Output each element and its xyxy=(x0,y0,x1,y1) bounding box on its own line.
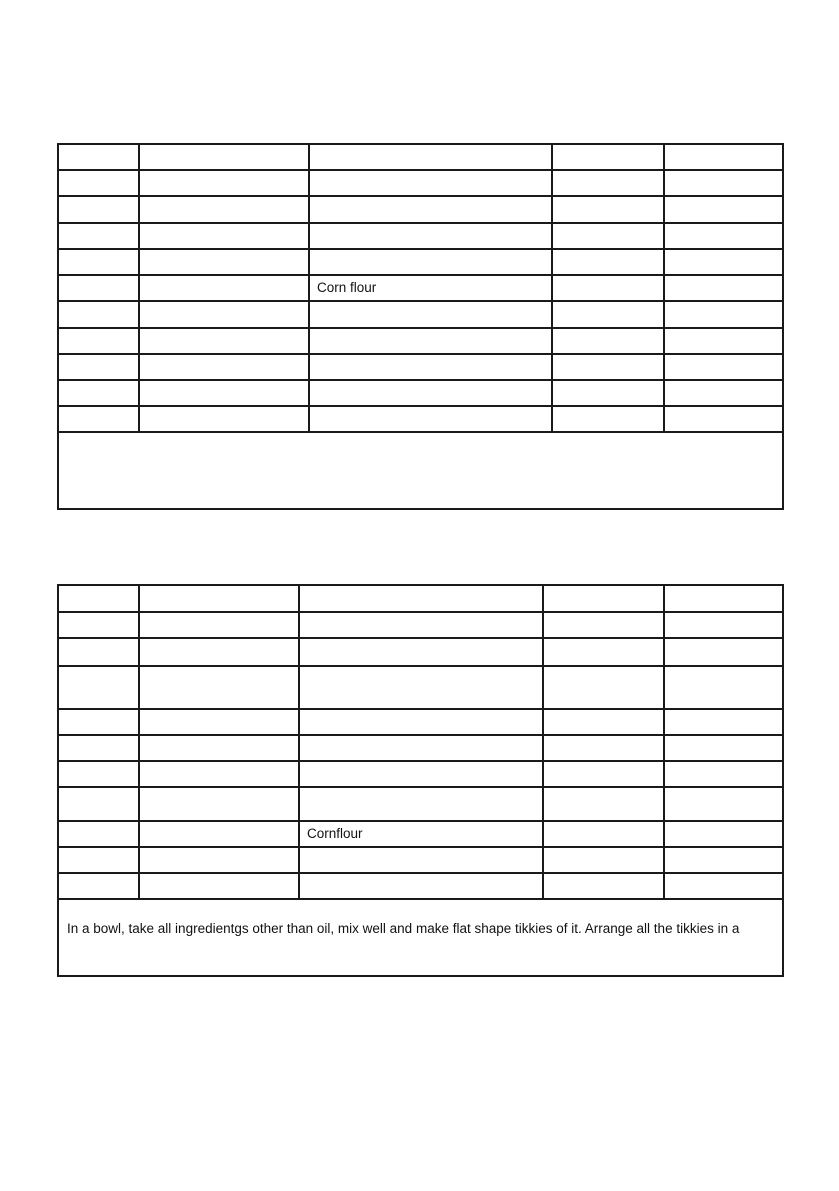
table-cell xyxy=(139,249,309,275)
table-row xyxy=(58,709,783,735)
table-cell xyxy=(552,406,664,432)
table-cell xyxy=(552,196,664,223)
table-row xyxy=(58,223,783,249)
table-cell xyxy=(543,709,664,735)
table-cell xyxy=(139,821,299,847)
table-cell xyxy=(552,170,664,196)
table-cell xyxy=(58,301,139,328)
table-cell xyxy=(58,328,139,354)
table-cell xyxy=(58,873,139,899)
table-cell xyxy=(664,612,783,638)
table-cell xyxy=(58,735,139,761)
table-cell xyxy=(664,328,783,354)
table-row xyxy=(58,249,783,275)
table-cell xyxy=(58,196,139,223)
table-cell xyxy=(309,170,552,196)
table-cell xyxy=(139,275,309,301)
table-cell xyxy=(139,666,299,709)
table-cell xyxy=(664,735,783,761)
table-cell xyxy=(309,301,552,328)
method-row xyxy=(58,899,783,976)
table-cell xyxy=(58,223,139,249)
table-cell xyxy=(543,821,664,847)
table-cell xyxy=(139,354,309,380)
table-cell xyxy=(139,144,309,170)
table-cell xyxy=(543,787,664,821)
table-cell xyxy=(664,638,783,666)
table-cell xyxy=(664,761,783,787)
table-row xyxy=(58,612,783,638)
table-cell xyxy=(543,761,664,787)
table-row xyxy=(58,275,783,301)
table-cell xyxy=(309,196,552,223)
table-cell xyxy=(58,761,139,787)
table-cell xyxy=(664,585,783,612)
table-cell xyxy=(58,170,139,196)
table-cell xyxy=(543,638,664,666)
table-cell xyxy=(664,170,783,196)
table-cell xyxy=(58,585,139,612)
table-cell xyxy=(309,223,552,249)
table-row xyxy=(58,585,783,612)
table-cell xyxy=(58,612,139,638)
ingredient-name-cell: Corn flour xyxy=(309,275,552,301)
table-cell xyxy=(664,380,783,406)
table-cell xyxy=(139,873,299,899)
table-cell xyxy=(299,612,543,638)
table-cell xyxy=(139,196,309,223)
table-cell xyxy=(664,249,783,275)
table-cell xyxy=(309,380,552,406)
table-row xyxy=(58,380,783,406)
method-cell xyxy=(58,899,783,976)
table-cell xyxy=(543,847,664,873)
table-cell xyxy=(58,275,139,301)
table-cell xyxy=(139,170,309,196)
table-cell xyxy=(552,301,664,328)
table-cell xyxy=(309,144,552,170)
table-cell xyxy=(664,873,783,899)
table-row xyxy=(58,761,783,787)
table-row xyxy=(58,354,783,380)
table-cell xyxy=(664,666,783,709)
table-cell xyxy=(543,585,664,612)
table-row xyxy=(58,638,783,666)
table-row xyxy=(58,821,783,847)
table-cell xyxy=(552,223,664,249)
table-cell xyxy=(139,638,299,666)
table-cell xyxy=(139,847,299,873)
table-cell xyxy=(552,380,664,406)
table-cell xyxy=(552,354,664,380)
table-cell xyxy=(552,275,664,301)
table-cell xyxy=(139,585,299,612)
table-cell xyxy=(664,301,783,328)
table-cell xyxy=(139,223,309,249)
table-cell xyxy=(299,638,543,666)
table-cell xyxy=(664,406,783,432)
recipe-table-2 xyxy=(57,584,784,977)
table-cell xyxy=(299,666,543,709)
method-row xyxy=(58,432,783,509)
table-row xyxy=(58,301,783,328)
table-cell xyxy=(309,354,552,380)
table-cell xyxy=(552,249,664,275)
table-cell xyxy=(139,406,309,432)
table-cell xyxy=(58,144,139,170)
table-cell xyxy=(58,709,139,735)
table-cell xyxy=(139,735,299,761)
table-cell xyxy=(552,144,664,170)
table-cell xyxy=(58,380,139,406)
table-row xyxy=(58,735,783,761)
table-cell xyxy=(543,612,664,638)
table-cell xyxy=(664,709,783,735)
table-row xyxy=(58,873,783,899)
table-cell xyxy=(139,709,299,735)
table-cell xyxy=(543,735,664,761)
table-cell xyxy=(58,354,139,380)
table-cell xyxy=(58,249,139,275)
table-cell xyxy=(543,873,664,899)
table-cell xyxy=(664,144,783,170)
table-row xyxy=(58,144,783,170)
table-cell xyxy=(58,666,139,709)
table-cell xyxy=(58,847,139,873)
table-cell xyxy=(664,821,783,847)
recipe-table-1 xyxy=(57,143,784,510)
table-row xyxy=(58,666,783,709)
table-cell xyxy=(664,223,783,249)
table-cell xyxy=(299,787,543,821)
table-cell xyxy=(299,873,543,899)
table-cell xyxy=(58,821,139,847)
table-cell xyxy=(309,406,552,432)
table-row xyxy=(58,170,783,196)
table-cell xyxy=(139,328,309,354)
table-cell xyxy=(299,735,543,761)
table-cell xyxy=(543,666,664,709)
table-row xyxy=(58,406,783,432)
table-cell xyxy=(139,301,309,328)
table-cell xyxy=(309,328,552,354)
table-row xyxy=(58,328,783,354)
table-cell xyxy=(664,354,783,380)
table-cell xyxy=(139,612,299,638)
table-row xyxy=(58,847,783,873)
table-cell xyxy=(139,761,299,787)
table-cell xyxy=(139,787,299,821)
table-cell xyxy=(58,406,139,432)
table-cell xyxy=(299,709,543,735)
method-cell xyxy=(58,432,783,509)
table-cell xyxy=(299,847,543,873)
table-cell xyxy=(309,249,552,275)
table-row xyxy=(58,787,783,821)
table-cell xyxy=(664,787,783,821)
table-cell xyxy=(58,638,139,666)
table-cell xyxy=(58,787,139,821)
table-cell xyxy=(139,380,309,406)
table-cell xyxy=(664,196,783,223)
ingredient-name-cell: Cornflour xyxy=(299,821,543,847)
table-cell xyxy=(664,275,783,301)
table-cell xyxy=(664,847,783,873)
table-cell xyxy=(299,585,543,612)
table-row xyxy=(58,196,783,223)
method-text: In a bowl, take all ingredientgs other than oil, mix well and make flat shape tikkies of it. Arrange all the tikkies in a xyxy=(67,922,740,936)
table-cell xyxy=(299,761,543,787)
table-cell xyxy=(552,328,664,354)
